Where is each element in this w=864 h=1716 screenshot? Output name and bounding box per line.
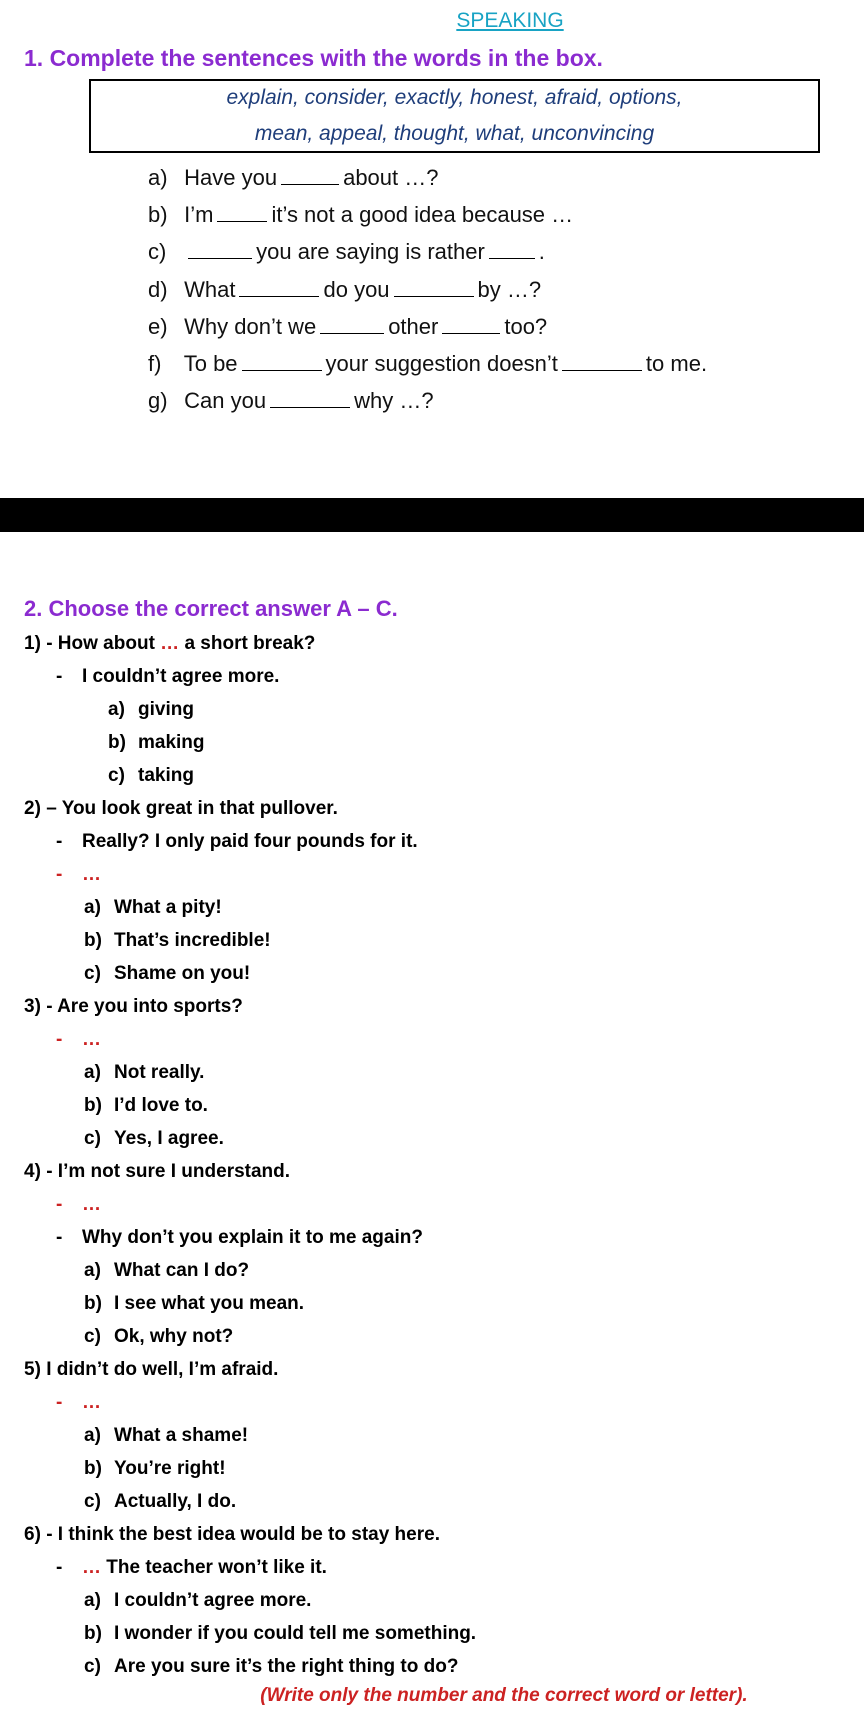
reply-line [56, 1557, 327, 1579]
option-text: Yes, I agree. [114, 1128, 224, 1149]
question-text: a short break? [179, 633, 316, 654]
sentence-text: about …? [343, 165, 439, 190]
option-b [84, 930, 271, 952]
sentence-text: . [538, 239, 545, 264]
option-label: b) [84, 1293, 102, 1314]
sentence-label: d) [148, 277, 168, 302]
option-text: I wonder if you could tell me something. [114, 1623, 477, 1644]
sentence-text: Have you [184, 165, 278, 190]
option-text: taking [138, 765, 194, 786]
option-text: That’s incredible! [114, 930, 271, 951]
option-text: Actually, I do. [114, 1491, 237, 1512]
page-title: SPEAKING [456, 9, 564, 32]
option-label: b) [84, 930, 102, 951]
option-b [84, 1293, 304, 1315]
blank [489, 236, 535, 259]
question-text: – You look great in that pullover. [46, 798, 338, 819]
blank [239, 274, 319, 297]
sentence-label: f) [148, 351, 162, 376]
ellipsis-line: - … [56, 1194, 101, 1215]
option-label: b) [84, 1095, 102, 1116]
option-text: What a shame! [114, 1425, 249, 1446]
option-a [84, 1062, 204, 1084]
question-number: 3) [24, 996, 41, 1017]
option-text: Shame on you! [114, 963, 251, 984]
option-label: b) [108, 732, 126, 753]
sentence-text: What [184, 277, 236, 302]
question-number: 6) [24, 1524, 41, 1545]
reply-text: Really? I only paid four pounds for it. [82, 831, 418, 852]
reply-text: Why don’t you explain it to me again? [82, 1227, 423, 1248]
option-text: Not really. [114, 1062, 205, 1083]
option-b [84, 1458, 226, 1480]
blank [217, 199, 267, 222]
reply-line [56, 666, 279, 688]
option-a [84, 1425, 248, 1447]
sentence-a [148, 162, 438, 191]
dash: - [56, 1227, 63, 1248]
option-label: c) [84, 1491, 101, 1512]
question-text: - Are you into sports? [46, 996, 243, 1017]
option-text: giving [138, 699, 194, 720]
sentence-text: to me. [645, 351, 708, 376]
sentence-text: Can you [184, 388, 267, 413]
option-c [84, 1656, 458, 1678]
section1-instruction: 1. Complete the sentences with the words in the box. [24, 45, 603, 71]
option-label: a) [108, 699, 125, 720]
option-label: a) [84, 1062, 101, 1083]
ellipsis: … [160, 633, 180, 654]
ellipsis: … [82, 1392, 101, 1413]
question-5 [24, 1359, 278, 1381]
dash: - [56, 831, 63, 852]
blank [320, 311, 384, 334]
blank [394, 274, 474, 297]
option-b [84, 1623, 476, 1645]
blank [188, 236, 252, 259]
ellipsis-line: - … [56, 1029, 101, 1050]
option-text: You’re right! [114, 1458, 226, 1479]
option-label: a) [84, 1425, 101, 1446]
option-text: I see what you mean. [114, 1293, 305, 1314]
option-c [108, 765, 194, 787]
dash: - [56, 1557, 63, 1578]
reply-text: The teacher won’t like it. [101, 1557, 327, 1578]
ellipsis-line: - … [56, 864, 101, 885]
ellipsis: … [82, 864, 101, 885]
option-label: b) [84, 1623, 102, 1644]
sentence-c [148, 236, 545, 265]
question-number: 2) [24, 798, 41, 819]
option-label: c) [84, 963, 101, 984]
ellipsis-line: - … [56, 1392, 101, 1413]
reply-line [56, 1227, 423, 1249]
question-number: 1) [24, 633, 41, 654]
option-b [108, 732, 205, 754]
sentence-label: g) [148, 388, 168, 413]
reply-line [56, 831, 418, 853]
option-c [84, 1128, 224, 1150]
question-number: 4) [24, 1161, 41, 1182]
sentence-label: b) [148, 202, 168, 227]
option-label: a) [84, 897, 101, 918]
option-label: c) [84, 1128, 101, 1149]
blank [281, 162, 339, 185]
instruction-note: (Write only the number and the correct word or letter). [260, 1685, 748, 1706]
option-c [84, 963, 250, 985]
option-b [84, 1095, 208, 1117]
question-text: - How about [46, 633, 161, 654]
option-label: c) [84, 1656, 101, 1677]
sentence-text: you are saying is rather [256, 239, 485, 264]
option-a [84, 897, 222, 919]
ellipsis: … [82, 1194, 101, 1215]
option-label: c) [108, 765, 125, 786]
divider-bar [0, 498, 864, 532]
option-text: What can I do? [114, 1260, 250, 1281]
sentence-label: a) [148, 165, 168, 190]
option-a [84, 1590, 311, 1612]
option-label: c) [84, 1326, 101, 1347]
word-box-line-2: mean, appeal, thought, what, unconvincing [254, 122, 655, 145]
blank [270, 385, 350, 408]
option-c [84, 1326, 233, 1348]
sentence-text: by …? [477, 277, 542, 302]
blank [442, 311, 500, 334]
option-text: What a pity! [114, 897, 222, 918]
option-text: I couldn’t agree more. [114, 1590, 312, 1611]
sentence-d [148, 274, 541, 303]
question-1 [24, 633, 315, 655]
question-text: I didn’t do well, I’m afraid. [46, 1359, 279, 1380]
option-label: a) [84, 1260, 101, 1281]
question-3 [24, 996, 243, 1018]
dash: - [56, 666, 63, 687]
question-4 [24, 1161, 290, 1183]
option-c [84, 1491, 236, 1513]
option-a [108, 699, 194, 721]
section2-instruction: 2. Choose the correct answer A – C. [24, 596, 398, 621]
ellipsis: … [82, 1557, 101, 1578]
option-label: b) [84, 1458, 102, 1479]
sentence-text: why …? [354, 388, 434, 413]
sentence-text: your suggestion doesn’t [325, 351, 558, 376]
question-text: - I’m not sure I understand. [46, 1161, 291, 1182]
sentence-f [148, 348, 707, 377]
sentence-text: too? [504, 314, 548, 339]
ellipsis: … [82, 1029, 101, 1050]
sentence-label: e) [148, 314, 168, 339]
sentence-text: I’m [184, 202, 214, 227]
option-text: Are you sure it’s the right thing to do? [114, 1656, 459, 1677]
sentence-text: To be [183, 351, 238, 376]
word-box-line-1: explain, consider, exactly, honest, afraid, options, [226, 86, 683, 109]
option-label: a) [84, 1590, 101, 1611]
option-text: making [138, 732, 205, 753]
question-2 [24, 798, 338, 820]
sentence-text: Why don’t we [184, 314, 317, 339]
blank [242, 348, 322, 371]
sentence-text: it’s not a good idea because … [271, 202, 574, 227]
question-number: 5) [24, 1359, 41, 1380]
option-text: I’d love to. [114, 1095, 208, 1116]
sentence-text: do you [323, 277, 390, 302]
reply-text: I couldn’t agree more. [82, 666, 280, 687]
sentence-g [148, 385, 434, 414]
sentence-e [148, 311, 547, 340]
blank [562, 348, 642, 371]
question-text: - I think the best idea would be to stay here. [46, 1524, 440, 1545]
question-6 [24, 1524, 440, 1546]
sentence-text: other [388, 314, 439, 339]
option-a [84, 1260, 249, 1282]
sentence-b [148, 199, 573, 228]
option-text: Ok, why not? [114, 1326, 234, 1347]
sentence-label: c) [148, 239, 167, 264]
